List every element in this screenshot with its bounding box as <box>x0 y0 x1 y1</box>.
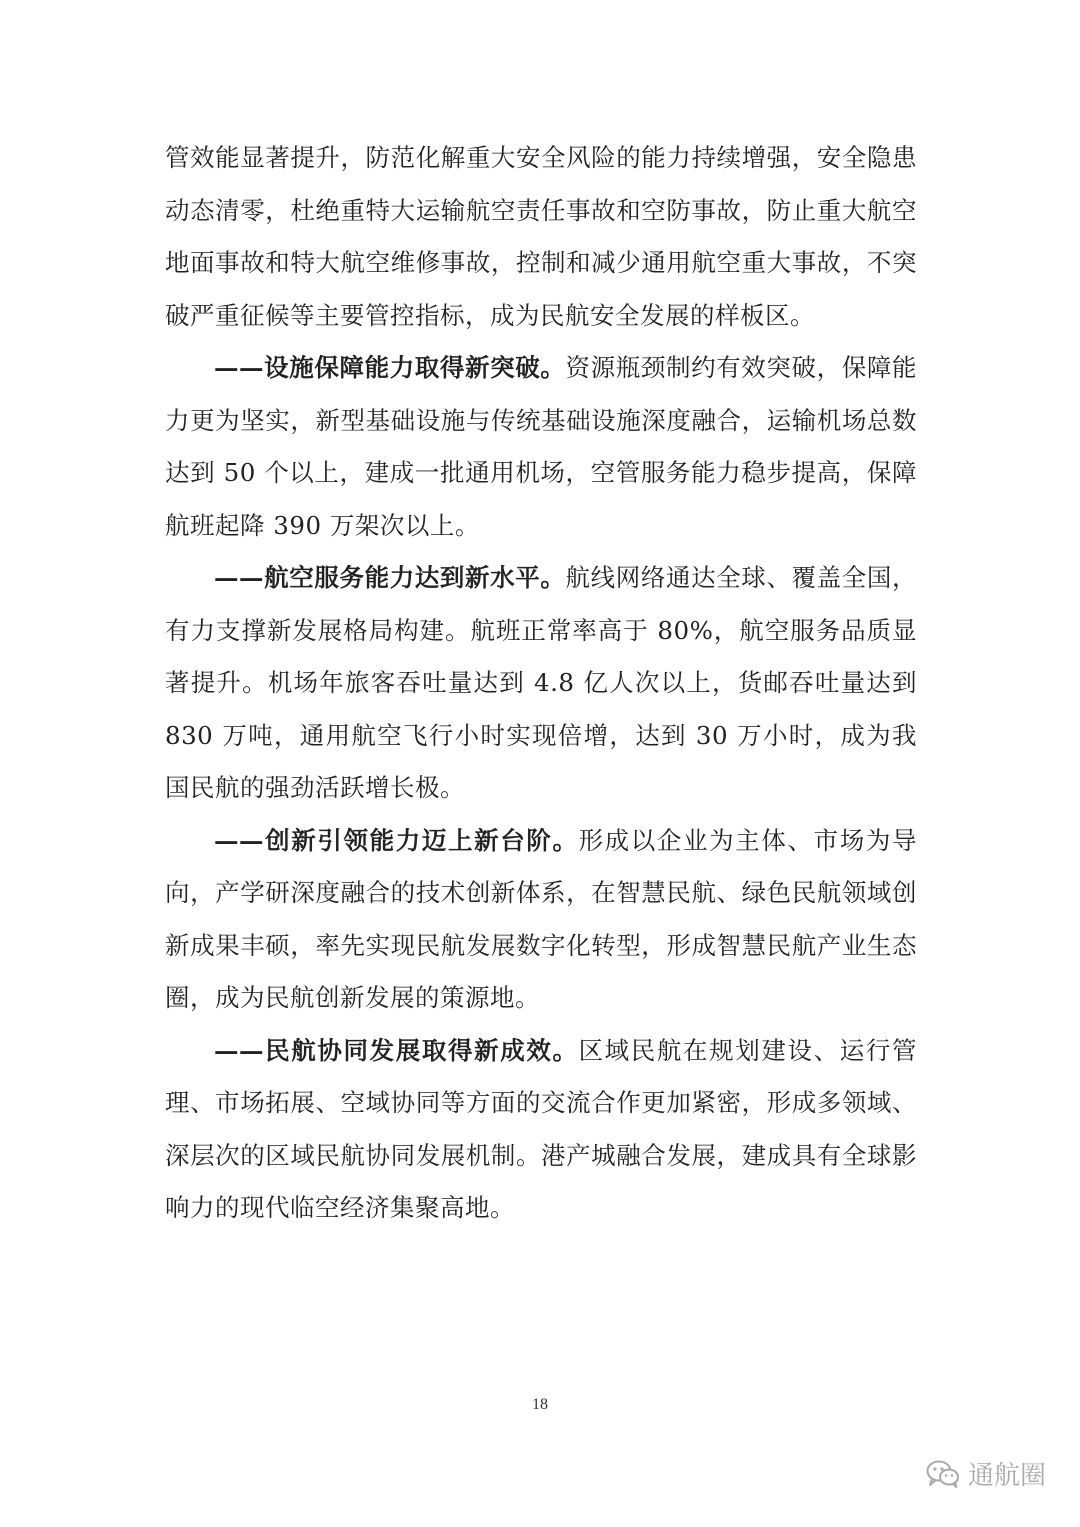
paragraph-lead: ——创新引领能力迈上新台阶。 <box>214 825 579 855</box>
wechat-icon <box>926 1460 960 1488</box>
paragraph-text: 管效能显著提升，防范化解重大安全风险的能力持续增强，安全隐患动态清零，杜绝重特大运输航空责任事故和空防事故，防止重大航空地面事故和特大航空维修事故，控制和减少通用航空重大事故，不突破严重征候等主要管控指标，成为民航安全发展的样板区。 <box>165 143 917 330</box>
watermark <box>926 1455 1046 1492</box>
document-body <box>165 132 917 1235</box>
paragraph-lead: ——航空服务能力达到新水平。 <box>214 563 566 592</box>
paragraph-coordination <box>165 1025 917 1235</box>
paragraph-continuation <box>165 132 917 342</box>
paragraph-text: 形成以企业为主体、市场为导向，产学研深度融合的技术创新体系，在智慧民航、绿色民航领域创新成果丰硕，率先实现民航发展数字化转型，形成智慧民航产业生态圈，成为民航创新发展的策源地。 <box>165 825 918 1012</box>
paragraph-lead: ——民航协同发展取得新成效。 <box>214 1035 579 1065</box>
paragraph-facilities <box>165 342 917 552</box>
paragraph-air-service <box>165 552 917 815</box>
paragraph-innovation <box>165 815 917 1025</box>
paragraph-text: 资源瓶颈制约有效突破，保障能力更为坚实，新型基础设施与传统基础设施深度融合，运输机场总数达到 50 个以上，建成一批通用机场，空管服务能力稳步提高，保障航班起降 390 万架次以上。 <box>165 353 917 540</box>
paragraph-lead: ——设施保障能力取得新突破。 <box>214 353 566 382</box>
page-number: 18 <box>532 1396 548 1413</box>
paragraph-text: 区域民航在规划建设、运行管理、市场拓展、空域协同等方面的交流合作更加紧密，形成多领域、深层次的区域民航协同发展机制。港产城融合发展，建成具有全球影响力的现代临空经济集聚高地。 <box>165 1035 918 1222</box>
paragraph-text: 航线网络通达全球、覆盖全国，有力支撑新发展格局构建。航班正常率高于 80%，航空服务品质显著提升。机场年旅客吞吐量达到 4.8 亿人次以上，货邮吞吐量达到 830 万吨，通用航空飞行小时实现倍增，达到 30 万小时，成为我国民航的强劲活跃增长极。 <box>165 563 917 802</box>
watermark-text: 通航圈 <box>967 1461 1046 1491</box>
